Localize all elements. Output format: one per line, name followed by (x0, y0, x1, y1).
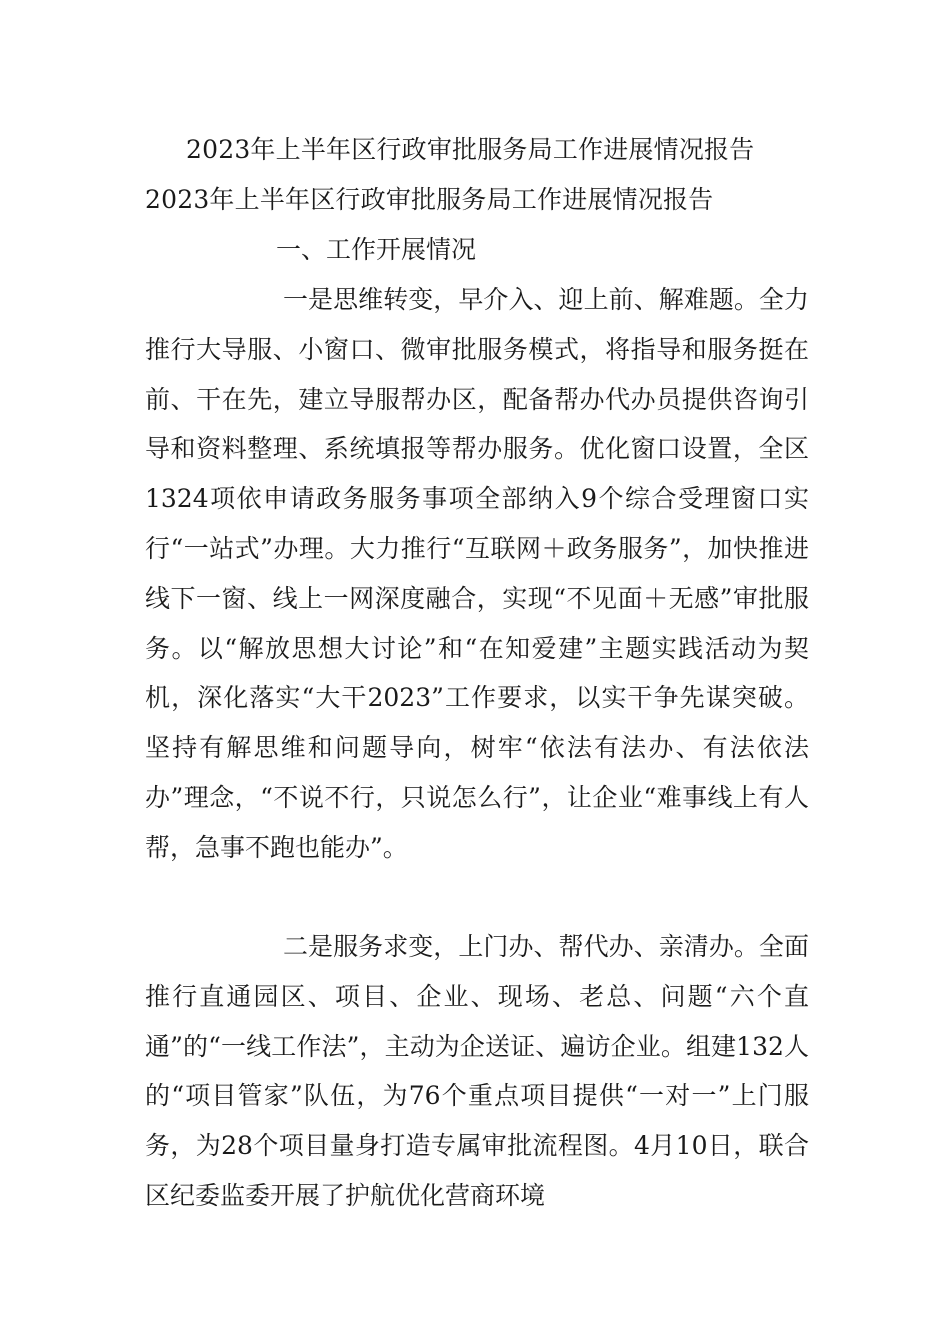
section-heading: 一、工作开展情况 (276, 235, 477, 264)
paragraph-thinking-change: 一是思维转变，早介入、迎上前、解难题。全力推行大导服、小窗口、微审批服务模式，将指导和服务挺在前、干在先，建立导服帮办区，配备帮办代办员提供咨询引导和资料整理、系统填报等帮办服务。优化窗口设置，全区1324项依申请政务服务事项全部纳入9个综合受理窗口实行“一站式”办理。大力推行“互联网＋政务服务”，加快推进线下一窗、线上一网深度融合，实现“不见面＋无感”审批服务。以“解放思想大讨论”和“在知爱建”主题实践活动为契机，深化落实“大干2023”工作要求，以实干争先谋突破。坚持有解思维和问题导向，树牢“依法有法办、有法依法办”理念，“不说不行，只说怎么行”，让企业“难事线上有人帮，急事不跑也能办”。 (145, 285, 809, 862)
document-subtitle: 2023年上半年区行政审批服务局工作进展情况报告 (145, 185, 714, 214)
paragraph-service-change: 二是服务求变，上门办、帮代办、亲清办。全面推行直通园区、项目、企业、现场、老总、问题“六个直通”的“一线工作法”，主动为企送证、遍访企业。组建132人的“项目管家”队伍，为76个重点项目提供“一对一”上门服务，为28个项目量身打造专属审批流程图。4月10日，联合区纪委监委开展了护航优化营商环境 (145, 932, 809, 1210)
document-title: 2023年上半年区行政审批服务局工作进展情况报告 (186, 135, 755, 164)
